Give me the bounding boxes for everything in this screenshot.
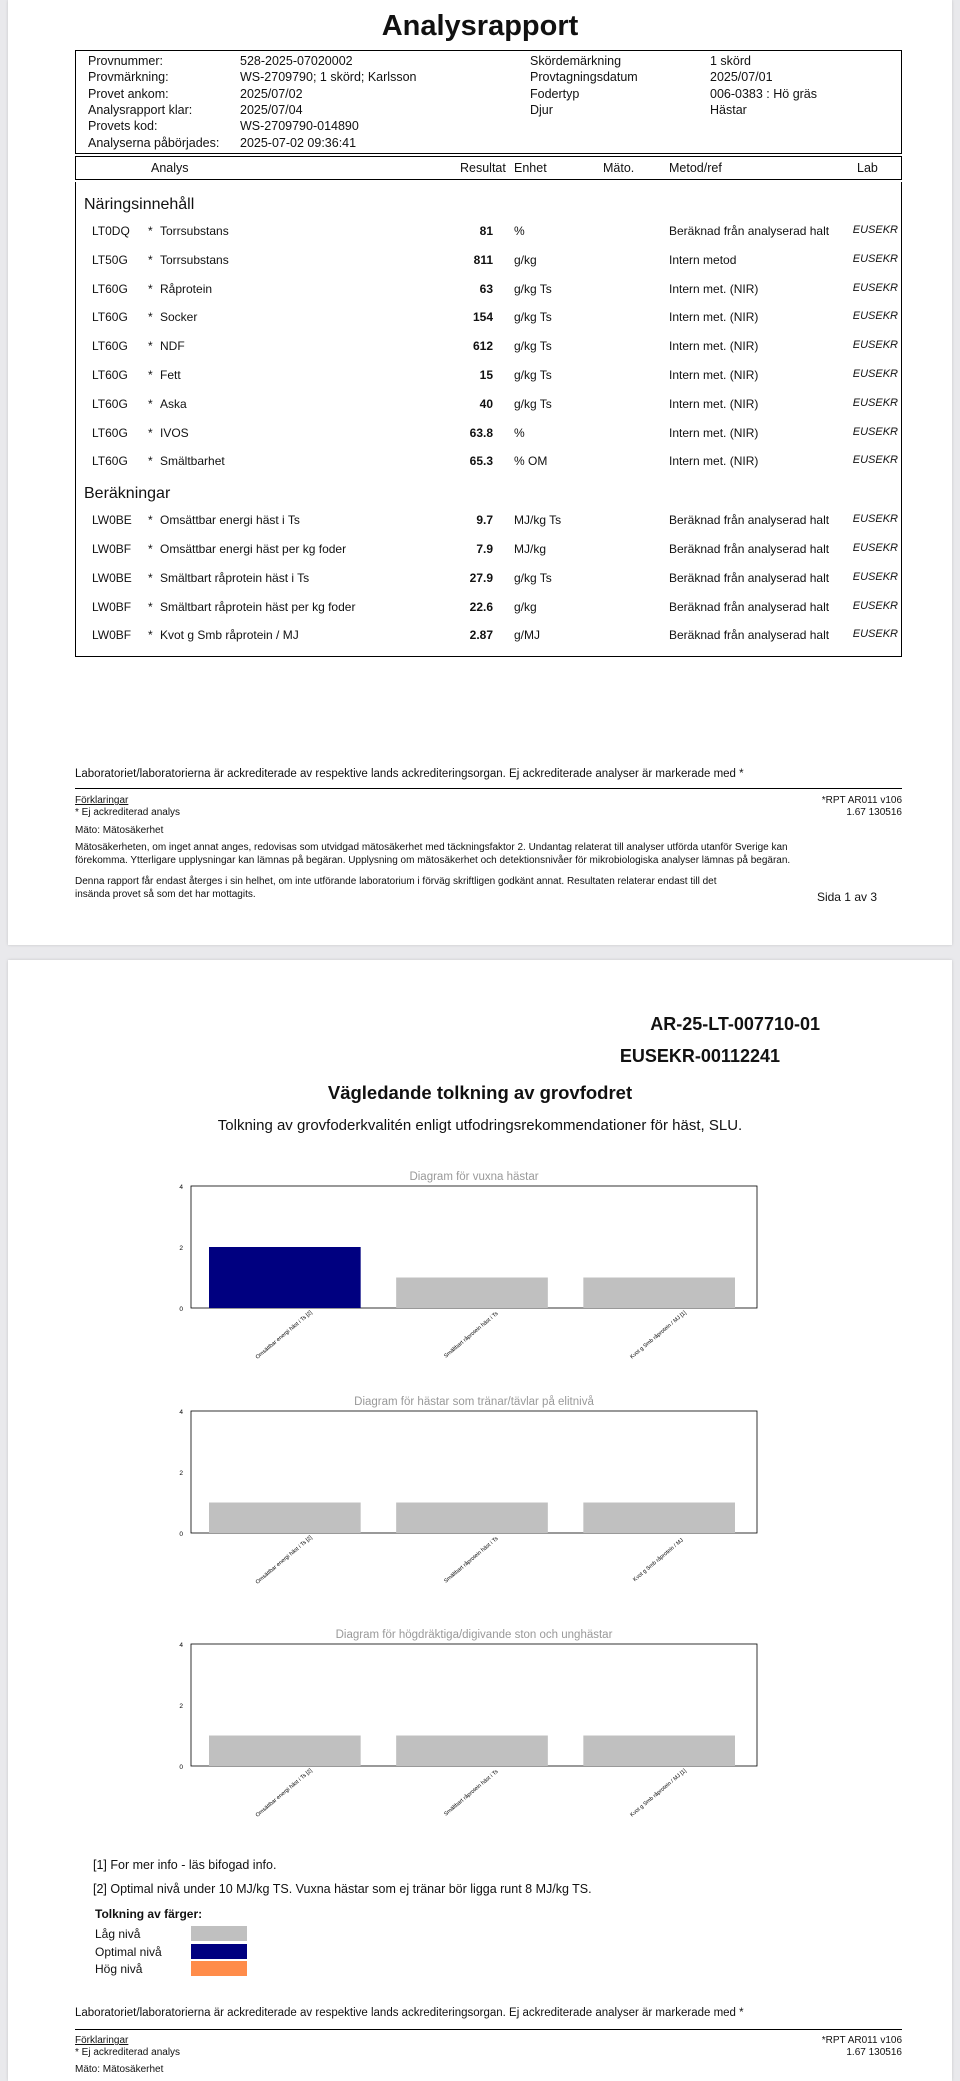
table-header bbox=[75, 156, 902, 180]
chart-bar bbox=[583, 1736, 735, 1767]
analysis-code: LT60G bbox=[92, 310, 128, 325]
analysis-name: Kvot g Smb råprotein / MJ bbox=[160, 628, 299, 643]
accreditation-mark: * bbox=[148, 513, 153, 528]
footer-reproduce-1: Denna rapport får endast återges i sin helhet, om inte utförande laboratorium i förväg skriftligen godkänt annat. Resultaten relaterar endast till det bbox=[75, 876, 717, 887]
info-label: Provnummer: bbox=[88, 54, 164, 68]
method: Intern met. (NIR) bbox=[669, 368, 759, 382]
method: Intern met. (NIR) bbox=[669, 310, 759, 325]
report-page-1 bbox=[8, 0, 952, 945]
unit: g/kg Ts bbox=[514, 310, 552, 325]
unit: MJ/kg Ts bbox=[514, 513, 562, 528]
chart-bar bbox=[583, 1503, 735, 1534]
method: Intern metod bbox=[669, 252, 737, 267]
chart-bar bbox=[583, 1278, 735, 1309]
x-tick-label: Smältbart råprotein häst i Ts bbox=[443, 1310, 500, 1360]
info-label: Skördemärkning bbox=[530, 54, 622, 68]
analysis-name: Socker bbox=[160, 310, 198, 325]
analysis-code: LT60G bbox=[92, 368, 128, 382]
method: Intern met. (NIR) bbox=[669, 339, 759, 354]
result-value: 811 bbox=[473, 252, 493, 267]
y-tick-label: 4 bbox=[179, 1184, 183, 1191]
analysis-name: Råprotein bbox=[160, 281, 213, 296]
chart-bar bbox=[396, 1278, 548, 1309]
lab-code: EUSEKR bbox=[852, 542, 898, 554]
info-label: Provmärkning: bbox=[88, 70, 169, 85]
x-tick-label: Smältbart råprotein häst i Ts bbox=[443, 1768, 500, 1818]
analysis-code: LW0BE bbox=[92, 570, 132, 585]
lab-code: EUSEKR bbox=[852, 339, 898, 352]
analysis-name: Smältbart råprotein häst i Ts bbox=[160, 570, 310, 585]
footer-ej-ackrediterad-2: * Ej ackrediterad analys bbox=[75, 2047, 181, 2058]
section-heading: Beräkningar bbox=[84, 485, 171, 503]
result-value: 22.6 bbox=[469, 599, 493, 614]
table-row bbox=[76, 368, 903, 388]
footer-divider bbox=[75, 788, 902, 789]
table-row bbox=[76, 253, 903, 273]
table-row bbox=[76, 513, 903, 533]
table-row bbox=[76, 282, 903, 302]
analysis-code: LT60G bbox=[92, 281, 128, 296]
lab-reference: EUSEKR-00112241 bbox=[619, 1046, 780, 1066]
info-label: Analysrapport klar: bbox=[88, 102, 193, 117]
lab-code: EUSEKR bbox=[852, 570, 898, 583]
accreditation-mark: * bbox=[148, 425, 153, 440]
unit: g/kg bbox=[514, 252, 537, 267]
info-label: Provtagningsdatum bbox=[530, 70, 638, 85]
analysis-name: NDF bbox=[160, 339, 185, 354]
method: Beräknad från analyserad halt bbox=[669, 542, 830, 556]
legend-swatch bbox=[191, 1944, 247, 1959]
unit: g/MJ bbox=[514, 628, 541, 643]
accreditation-mark: * bbox=[148, 628, 153, 643]
info-value: 2025/07/01 bbox=[710, 70, 773, 85]
accreditation-mark: * bbox=[148, 599, 153, 614]
unit: % bbox=[514, 224, 525, 238]
bar-chart bbox=[8, 1168, 952, 1373]
accreditation-mark: * bbox=[148, 396, 153, 411]
analysis-code: LW0BF bbox=[92, 542, 132, 556]
col-metod: Metod/ref bbox=[669, 161, 722, 175]
result-value: 63 bbox=[479, 281, 493, 296]
x-tick-label: Kvot g Smb råprotein / MJ [1] bbox=[629, 1768, 688, 1819]
lab-code: EUSEKR bbox=[852, 281, 898, 294]
info-label: Fodertyp bbox=[530, 86, 580, 101]
y-tick-label: 0 bbox=[179, 1764, 183, 1771]
unit: g/kg Ts bbox=[514, 368, 552, 382]
footer-rpt: *RPT AR011 v106 bbox=[821, 795, 902, 806]
lab-code: EUSEKR bbox=[852, 513, 898, 526]
lab-code: EUSEKR bbox=[852, 599, 898, 612]
footer-version-2: 1.67 130516 bbox=[846, 2047, 902, 2058]
report-reference: AR-25-LT-007710-01 bbox=[650, 1014, 820, 1034]
y-tick-label: 2 bbox=[179, 1470, 183, 1477]
table-row bbox=[76, 339, 903, 359]
chart-title: Diagram för vuxna hästar bbox=[409, 1171, 539, 1183]
col-resultat: Resultat bbox=[460, 161, 506, 175]
analysis-name: Omsättbar energi häst i Ts bbox=[160, 513, 300, 528]
x-tick-label: Kvot g Smb råprotein / MJ [1] bbox=[629, 1310, 688, 1361]
result-value: 9.7 bbox=[476, 513, 493, 528]
col-analys: Analys bbox=[151, 161, 189, 175]
method: Intern met. (NIR) bbox=[669, 396, 759, 411]
result-value: 27.9 bbox=[469, 570, 493, 585]
accreditation-note: Laboratoriet/laboratorierna är ackrediterade av respektive lands ackrediteringsorgan. Ej ackrediterade analyser är markerade med * bbox=[75, 768, 744, 780]
interpretation-title: Vägledande tolkning av grovfodret bbox=[327, 1082, 633, 1103]
analysis-name: Torrsubstans bbox=[160, 252, 229, 267]
footer-divider-2 bbox=[75, 2029, 902, 2030]
legend-title: Tolkning av färger: bbox=[95, 1907, 203, 1921]
analysis-name: IVOS bbox=[160, 425, 189, 440]
unit: g/kg Ts bbox=[514, 339, 552, 354]
method: Intern met. (NIR) bbox=[669, 425, 759, 440]
analysis-code: LT60G bbox=[92, 425, 128, 440]
info-label: Provet ankom: bbox=[88, 86, 169, 101]
analysis-name: Aska bbox=[160, 396, 187, 411]
chart-title: Diagram för hästar som tränar/tävlar på elitnivå bbox=[354, 1396, 594, 1408]
method: Intern met. (NIR) bbox=[669, 281, 759, 296]
chart-title: Diagram för högdräktiga/digivande ston och unghästar bbox=[335, 1629, 613, 1641]
note-1: [1] For mer info - läs bifogad info. bbox=[93, 1858, 277, 1872]
lab-code: EUSEKR bbox=[852, 224, 898, 236]
analysis-code: LW0BE bbox=[92, 513, 132, 528]
unit: g/kg Ts bbox=[514, 396, 552, 411]
bar-chart bbox=[8, 1626, 952, 1831]
result-value: 65.3 bbox=[469, 454, 493, 469]
legend-swatch bbox=[191, 1961, 247, 1976]
result-value: 612 bbox=[472, 339, 493, 354]
info-value: 2025-07-02 09:36:41 bbox=[240, 135, 357, 150]
info-label: Analyserna påbörjades: bbox=[88, 135, 220, 150]
analysis-name: Smältbarhet bbox=[160, 454, 225, 469]
table-row bbox=[76, 628, 903, 648]
sample-info-box bbox=[75, 50, 902, 154]
footer-forklaringar-2: Förklaringar bbox=[75, 2035, 129, 2046]
analysis-code: LT0DQ bbox=[92, 224, 130, 238]
info-value: 1 skörd bbox=[710, 54, 751, 68]
chart-bar bbox=[396, 1736, 548, 1767]
y-tick-label: 0 bbox=[179, 1531, 183, 1538]
method: Intern met. (NIR) bbox=[669, 454, 759, 469]
info-value: WS-2709790-014890 bbox=[240, 119, 359, 134]
page-title: Analysrapport bbox=[381, 10, 579, 42]
analysis-name: Omsättbar energi häst per kg foder bbox=[160, 542, 347, 556]
x-tick-label: Smältbart råprotein häst i Ts bbox=[443, 1535, 500, 1585]
footer-uncertainty-1: Mätosäkerheten, om inget annat anges, redovisas som utvidgad mätosäkerhet med täckningsfaktor 2. Undantag relaterat till analyser utförda utanför Sverige kan bbox=[75, 842, 788, 853]
info-value: 2025/07/02 bbox=[240, 86, 303, 101]
legend-label: Låg nivå bbox=[95, 1927, 141, 1941]
table-row bbox=[76, 310, 903, 330]
y-tick-label: 4 bbox=[179, 1409, 183, 1416]
legend-label: Optimal nivå bbox=[95, 1944, 162, 1959]
footer-version: 1.67 130516 bbox=[846, 807, 902, 818]
page-number: Sida 1 av 3 bbox=[816, 890, 877, 904]
accreditation-mark: * bbox=[148, 570, 153, 585]
result-value: 154 bbox=[472, 310, 493, 325]
chart-bar bbox=[209, 1503, 361, 1534]
method: Beräknad från analyserad halt bbox=[669, 224, 830, 238]
y-tick-label: 4 bbox=[179, 1642, 183, 1649]
accreditation-mark: * bbox=[148, 542, 153, 556]
chart-bar bbox=[396, 1503, 548, 1534]
analysis-code: LW0BF bbox=[92, 599, 132, 614]
footer-rpt-2: *RPT AR011 v106 bbox=[821, 2035, 902, 2046]
chart-bar bbox=[209, 1247, 361, 1308]
legend-label: Hög nivå bbox=[95, 1962, 143, 1976]
col-mato: Mäto. bbox=[603, 161, 635, 175]
result-value: 7.9 bbox=[476, 542, 493, 556]
result-value: 2.87 bbox=[469, 628, 493, 643]
footer-mato-2: Mäto: Mätosäkerhet bbox=[75, 2064, 164, 2075]
y-tick-label: 0 bbox=[179, 1306, 183, 1313]
lab-code: EUSEKR bbox=[852, 310, 898, 323]
unit: % OM bbox=[514, 454, 548, 469]
table-row bbox=[76, 600, 903, 620]
accreditation-mark: * bbox=[148, 252, 153, 267]
chart-bar bbox=[209, 1736, 361, 1767]
info-value: 528-2025-07020002 bbox=[240, 54, 353, 68]
x-tick-label: Omsättbar energi häst i Ts [2] bbox=[254, 1534, 314, 1586]
unit: g/kg Ts bbox=[514, 281, 552, 296]
info-label: Provets kod: bbox=[88, 119, 158, 134]
table-row bbox=[76, 397, 903, 417]
info-value: Hästar bbox=[710, 102, 747, 117]
table-row bbox=[76, 454, 903, 474]
method: Beräknad från analyserad halt bbox=[669, 513, 830, 528]
footer-uncertainty-2: förekomma. Ytterligare upplysningar kan lämnas på begäran. Upplysning om mätosäkerhet och detektionsnivåer för mikrobiologiska analyser lämnas på begäran. bbox=[75, 855, 791, 866]
method: Beräknad från analyserad halt bbox=[669, 628, 830, 643]
result-value: 40 bbox=[479, 396, 493, 411]
x-tick-label: Omsättbar energi häst i Ts [2] bbox=[254, 1767, 314, 1819]
result-value: 63.8 bbox=[469, 425, 493, 440]
table-row bbox=[76, 426, 903, 446]
note-2: [2] Optimal nivå under 10 MJ/kg TS. Vuxna hästar som ej tränar bör ligga runt 8 MJ/kg TS. bbox=[93, 1882, 592, 1896]
table-row bbox=[76, 224, 903, 244]
accreditation-mark: * bbox=[148, 224, 153, 238]
accreditation-mark: * bbox=[148, 368, 153, 382]
footer-mato: Mäto: Mätosäkerhet bbox=[75, 825, 164, 836]
x-tick-label: Omsättbar energi häst i Ts [2] bbox=[254, 1309, 314, 1361]
col-enhet: Enhet bbox=[514, 161, 547, 175]
lab-code: EUSEKR bbox=[852, 396, 898, 409]
report-page-2 bbox=[8, 960, 952, 2081]
interpretation-subtitle: Tolkning av grovfoderkvalitén enligt utfodringsrekommendationer för häst, SLU. bbox=[217, 1117, 743, 1134]
method: Beräknad från analyserad halt bbox=[669, 599, 830, 614]
info-value: 2025/07/04 bbox=[240, 102, 303, 117]
lab-code: EUSEKR bbox=[852, 368, 898, 380]
table-row bbox=[76, 571, 903, 591]
accreditation-mark: * bbox=[148, 454, 153, 469]
analysis-code: LT50G bbox=[92, 252, 128, 267]
y-tick-label: 2 bbox=[179, 1245, 183, 1252]
unit: MJ/kg bbox=[514, 542, 547, 556]
unit: % bbox=[514, 425, 525, 440]
legend-swatch bbox=[191, 1926, 247, 1941]
info-value: WS-2709790; 1 skörd; Karlsson bbox=[240, 70, 417, 85]
unit: g/kg bbox=[514, 599, 537, 614]
result-value: 81 bbox=[479, 224, 493, 238]
analysis-code: LW0BF bbox=[92, 628, 132, 643]
info-label: Djur bbox=[530, 102, 553, 117]
table-row bbox=[76, 542, 903, 562]
footer-ej-ackrediterad: * Ej ackrediterad analys bbox=[75, 807, 181, 818]
footer-forklaringar: Förklaringar bbox=[75, 795, 129, 806]
accreditation-mark: * bbox=[148, 310, 153, 325]
lab-code: EUSEKR bbox=[852, 628, 898, 641]
method: Beräknad från analyserad halt bbox=[669, 570, 830, 585]
analysis-name: Torrsubstans bbox=[160, 224, 229, 238]
lab-code: EUSEKR bbox=[852, 252, 898, 265]
info-value: 006-0383 : Hö gräs bbox=[710, 86, 818, 101]
bar-chart bbox=[8, 1393, 952, 1598]
result-value: 15 bbox=[479, 368, 493, 382]
analysis-name: Smältbart råprotein häst per kg foder bbox=[160, 599, 356, 614]
section-heading: Näringsinnehåll bbox=[84, 196, 195, 213]
footer-reproduce-2: insända provet så som det har mottagits. bbox=[75, 889, 256, 900]
accreditation-mark: * bbox=[148, 281, 153, 296]
analysis-code: LT60G bbox=[92, 339, 128, 354]
y-tick-label: 2 bbox=[179, 1703, 183, 1710]
results-table bbox=[75, 182, 902, 657]
unit: g/kg Ts bbox=[514, 570, 552, 585]
analysis-name: Fett bbox=[160, 368, 181, 382]
accreditation-mark: * bbox=[148, 339, 153, 354]
analysis-code: LT60G bbox=[92, 396, 128, 411]
lab-code: EUSEKR bbox=[852, 425, 898, 438]
analysis-code: LT60G bbox=[92, 454, 128, 469]
col-lab: Lab bbox=[857, 161, 878, 175]
x-tick-label: Kvot g Smb råprotein / MJ bbox=[632, 1537, 685, 1583]
accreditation-note-2: Laboratoriet/laboratorierna är ackrediterade av respektive lands ackrediteringsorgan. Ej ackrediterade analyser är markerade med * bbox=[75, 2007, 744, 2019]
lab-code: EUSEKR bbox=[852, 454, 898, 467]
